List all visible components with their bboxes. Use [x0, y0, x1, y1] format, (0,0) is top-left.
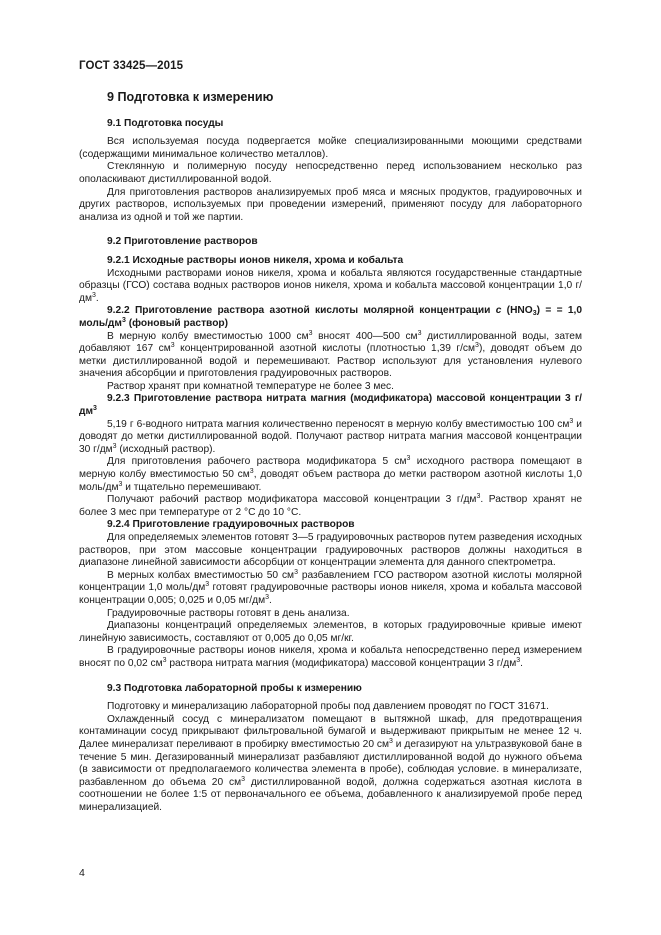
paragraph: Раствор хранят при комнатной температуре не более 3 мес. — [107, 380, 394, 392]
paragraph: Стеклянную и полимерную посуду непосредственно перед использованием несколько раз ополаскивают дистиллированной водой. — [79, 161, 582, 185]
paragraph: Охлажденный сосуд с минерализатом помещают в вытяжной шкаф, для предотвращения контаминации сосуд прикрывают фильтровальной бумагой и выдерживают прикрытым не менее 12 ч. Далее минерализат переливают в пробирку вместимостью 20 $см^3$ и дегазируют на ультразвуковой бане в течение 5 мин. Дегазированный минерализат разбавляют дистиллированной водой до нужного объема (в зависимости от предполагаемого количества элемента в пробе), соблюдая условие. в минерализате, разбавленном до объема 20 $см^3$ дистиллированной водой, должна содержаться азотная кислота в соотношении не более 1:5 от первоначального ее объема, добавленного к анализируемой пробе перед минерализацией. — [79, 713, 582, 813]
paragraph: В мерную колбу вместимостью 1000 $см^3$ вносят 400—500 $см^3$ дистиллированной воды, затем добавляют 167 $см^3$ концентрированной азотной кислоты (плотностью 1,39 $г/см^3$), доводят объем до метки дистиллированной водой и перемешивают. Раствор используют для установления нулевого значения абсорбции и приготовления градуировочных растворов. — [79, 329, 582, 380]
paragraph: Градуировочные растворы готовят в день анализа. — [107, 607, 350, 619]
page-number: 4 — [79, 867, 85, 879]
subsection-9-2-3-title: 9.2.3 Приготовление раствора нитрата магния (модификатора) массовой концентрации 3 $г/дм^3$ — [79, 393, 582, 418]
paragraph: Для приготовления рабочего раствора модификатора 5 $см^3$ исходного раствора помещают в мерную колбу вместимостью 50 $см^3$, доводят объем раствора до метки раствором азотной кислоты 1,0 моль/$дм^3$ и тщательно перемешивают. — [79, 455, 582, 493]
document-body — [79, 91, 582, 814]
subsection-9-2-title: 9.2 Приготовление растворов — [107, 236, 258, 248]
subsection-9-2-4-title: 9.2.4 Приготовление градуировочных растворов — [107, 519, 355, 531]
subsection-9-3-title: 9.3 Подготовка лабораторной пробы к измерению — [107, 682, 362, 694]
paragraph: 5,19 г 6-водного нитрата магния количественно переносят в мерную колбу вместимостью 100 $см^3$ и доводят до метки дистиллированной водой. Получают раствор нитрата магния массовой концентрации 30 $г/дм^3$ (исходный раствор). — [79, 417, 582, 455]
paragraph: В градуировочные растворы ионов никеля, хрома и кобальта непосредственно перед измерением вносят по 0,02 $см^3$ раствора нитрата магния (модификатора) массовой концентрации 3 $г/дм^3$. — [79, 645, 582, 669]
paragraph: Подготовку и минерализацию лабораторной пробы под давлением проводят по ГОСТ 31671. — [107, 701, 549, 713]
section-title: 9 Подготовка к измерению — [107, 90, 274, 104]
subsection-9-1-title: 9.1 Подготовка посуды — [107, 117, 224, 129]
paragraph: Для определяемых элементов готовят 3—5 градуировочных растворов путем разведения исходных растворов, при этом массовые концентрации градуировочных растворов должны находиться в диапазоне линейной зависимости абсорбции от концентрации элемента для данного спектрометра. — [79, 532, 582, 569]
document-header: ГОСТ 33425—2015 — [79, 60, 184, 72]
paragraph: В мерных колбах вместимостью 50 $см^3$ разбавлением ГСО раствором азотной кислоты молярной концентрации 1,0 моль/$дм^3$ готовят градуировочные растворы ионов никеля, хрома и кобальта массовой концентрации 0,005; 0,025 и 0,05 $мг/дм^3$. — [79, 568, 582, 606]
paragraph: Диапазоны концентраций определяемых элементов, в которых градуировочные кривые имеют линейную зависимость, составляют от 0,005 до 0,05 мг/кг. — [79, 620, 582, 644]
paragraph: Для приготовления растворов анализируемых проб мяса и мясных продуктов, градуировочных и других растворов, используемых при проведении измерений, применяют посуду для лабораторного анализа из одной и той же партии. — [79, 186, 582, 223]
paragraph: Получают рабочий раствор модификатора массовой концентрации 3 $г/дм^3$. Раствор хранят не более 3 мес при температуре от 2 °С до 10 °С. — [79, 493, 583, 518]
paragraph: Исходными растворами ионов никеля, хрома и кобальта являются государственные стандартные образцы (ГСО) состава водных растворов ионов никеля, хрома и кобальта массовой концентрации 1,0 $г/дм^3$. — [79, 267, 582, 304]
subsection-9-2-1-title: 9.2.1 Исходные растворы ионов никеля, хрома и кобальта — [107, 254, 404, 266]
subsection-9-2-2-title: 9.2.2 Приготовление раствора азотной кислоты молярной концентрации c $(HNO_3)$ = = 1,0 моль/$дм^3$ (фоновый раствор) — [79, 305, 582, 329]
paragraph: Вся используемая посуда подвергается мойке специализированными моющими средствами (содержащими минимальное количество металлов). — [79, 136, 582, 160]
